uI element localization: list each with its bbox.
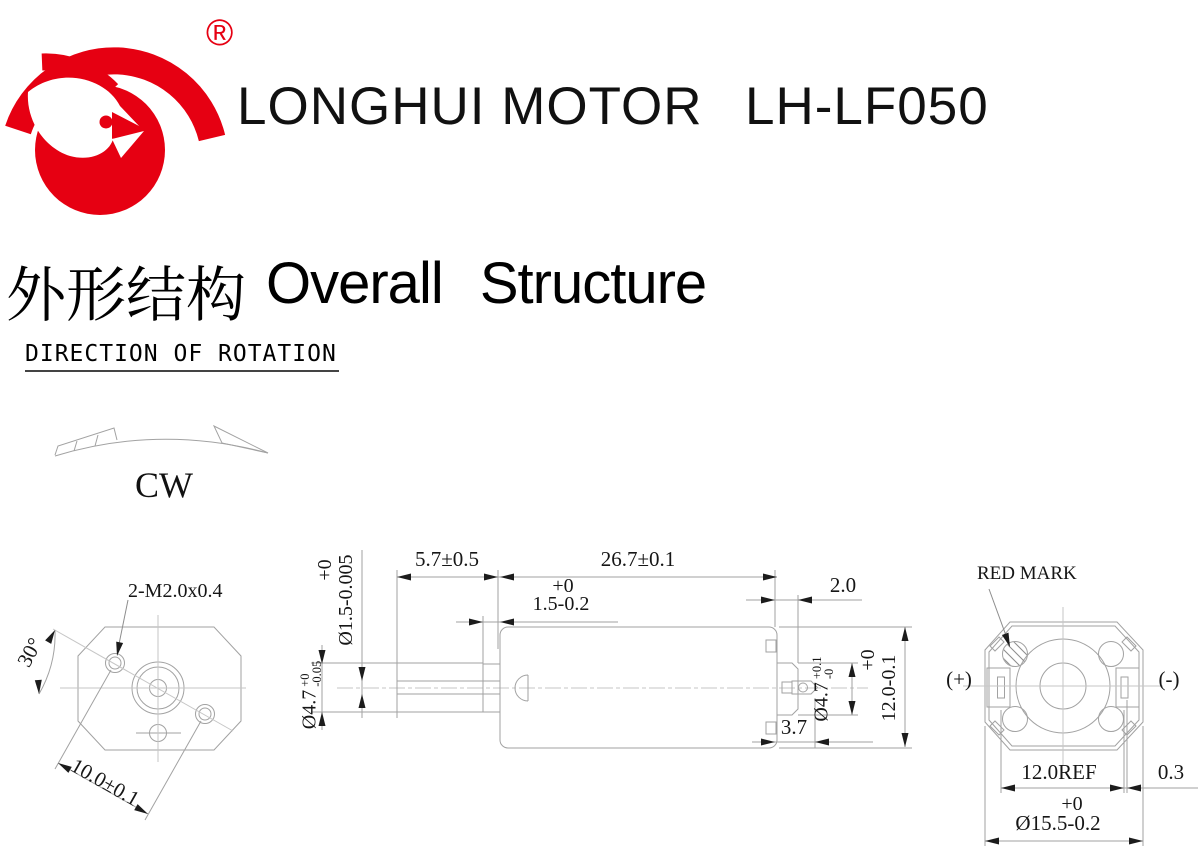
terminal-length-label: 3.7: [780, 715, 808, 739]
section-title-english: Overall Structure: [266, 251, 707, 316]
rear-boss-tol-up: +0.1: [810, 656, 824, 680]
body-height-tol: +0: [857, 649, 879, 671]
longhui-logo: [14, 61, 212, 215]
terminal-pitch-label: 12.0REF: [1021, 760, 1097, 784]
mount-angle-label: 30°: [12, 633, 48, 671]
outer-dia-label: Ø15.5-0.2: [1015, 811, 1101, 835]
front-boss-tol-dn: -0.05: [310, 660, 324, 687]
outer-dia-tol-label: +0: [1061, 793, 1083, 815]
positive-terminal-label: (+): [946, 667, 972, 691]
shaft-dia-value: Ø1.5-0.005: [335, 554, 357, 646]
rear-boss-length-label: 2.0: [829, 573, 857, 597]
rear-boss: [777, 663, 798, 715]
front-boss-dia-label: [299, 640, 323, 750]
red-mark-label: RED MARK: [977, 563, 1077, 584]
shaft-dia-tol: +0: [314, 559, 336, 581]
front-boss-dia-value: Ø4.7: [298, 689, 321, 730]
cw-rotation-arrow: [55, 426, 268, 456]
body-height-label: [858, 623, 900, 753]
front-boss-length-label: 1.5-0.2: [532, 593, 590, 615]
section-title-chinese: 外形结构: [6, 263, 246, 329]
cw-label: CW: [135, 465, 193, 505]
rear-boss-tol-dn: -0: [822, 668, 836, 680]
body-length-label: 26.7±0.1: [600, 547, 676, 571]
front-view-drawing: [39, 600, 246, 820]
brand-name: LONGHUI MOTOR: [237, 77, 703, 136]
body-height-value: 12.0-0.1: [878, 654, 900, 722]
direction-of-rotation-label: DIRECTION OF ROTATION: [25, 341, 339, 372]
registered-trademark-icon: ®: [206, 12, 234, 53]
screw-spec-label: 2-M2.0x0.4: [128, 580, 223, 602]
negative-terminal-label: (-): [1158, 667, 1180, 691]
offset-label: 0.3: [1157, 760, 1185, 784]
shaft-length-label: 5.7±0.5: [414, 547, 480, 571]
screw-pitch-label: 10.0±0.1: [66, 753, 144, 811]
front-boss-tol-up: +0: [298, 673, 312, 687]
rear-boss-dia-value: Ø4.7: [810, 682, 833, 722]
model-number: LH-LF050: [745, 77, 989, 136]
front-boss-length-tol-label: +0: [552, 575, 574, 597]
red-mark-hole: [1003, 642, 1028, 667]
logo-eye: [100, 116, 113, 129]
